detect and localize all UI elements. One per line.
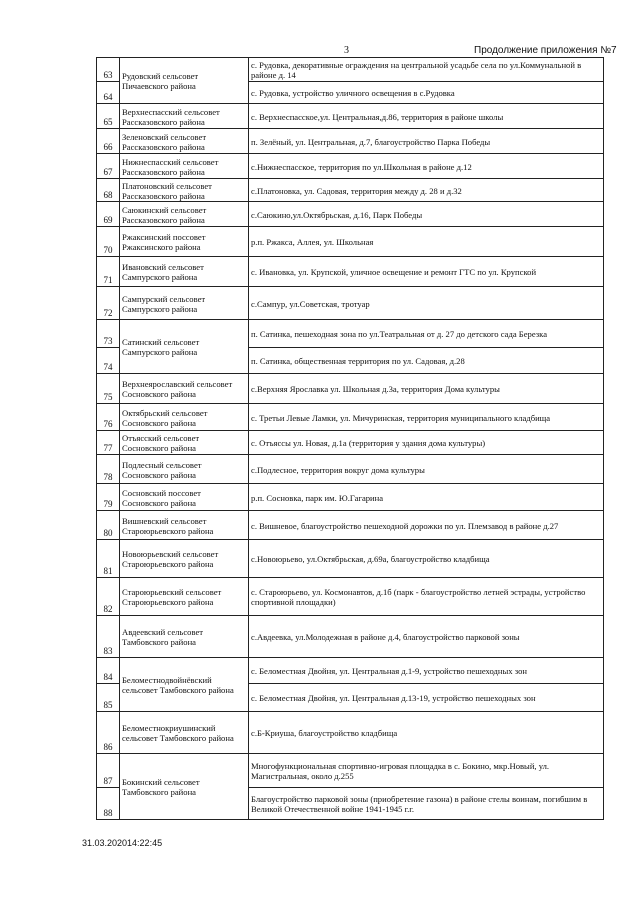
municipality-cell: Ивановский сельсовет Сампурского района xyxy=(120,257,249,287)
table-row xyxy=(97,658,604,684)
project-description: с.Подлесное, территория вокруг дома культуры xyxy=(249,455,604,484)
page-number: 3 xyxy=(344,45,349,56)
row-number: 81 xyxy=(97,540,120,578)
table-row xyxy=(97,104,604,129)
row-number: 84 xyxy=(97,658,120,684)
row-number: 83 xyxy=(97,616,120,658)
table-row xyxy=(97,578,604,616)
project-description: п. Зелёный, ул. Центральная, д.7, благоустройство Парка Победы xyxy=(249,129,604,154)
project-description: с. Отъяссы ул. Новая, д.1а (территория у здания дома культуры) xyxy=(249,431,604,455)
table-row xyxy=(97,540,604,578)
project-description: с. Рудовка, устройство уличного освещения в с.Рудовка xyxy=(249,82,604,104)
project-description: с. Рудовка, декоративные ограждения на центральной усадьбе села по ул.Коммунальной в районе д. 14 xyxy=(249,58,604,82)
row-number: 66 xyxy=(97,129,120,154)
municipality-cell: Саюкинский сельсовет Рассказовского района xyxy=(120,202,249,227)
table-row xyxy=(97,484,604,511)
row-number: 78 xyxy=(97,455,120,484)
table-row xyxy=(97,431,604,455)
row-number: 71 xyxy=(97,257,120,287)
table-row xyxy=(97,404,604,431)
table-row xyxy=(97,320,604,348)
row-number: 63 xyxy=(97,58,120,82)
municipality-cell: Нижнеспасский сельсовет Рассказовского района xyxy=(120,154,249,179)
table-row xyxy=(97,179,604,202)
row-number: 74 xyxy=(97,348,120,374)
row-number: 88 xyxy=(97,788,120,820)
project-description: с.Б-Криуша, благоустройство кладбища xyxy=(249,712,604,754)
table-row xyxy=(97,287,604,320)
municipality-cell: Беломестнокриушинский сельсовет Тамбовского района xyxy=(120,712,249,754)
municipality-cell: Авдеевский сельсовет Тамбовского района xyxy=(120,616,249,658)
municipality-cell: Верхнеярославский сельсовет Сосновского района xyxy=(120,374,249,404)
project-description: с.Новоюрьево, ул.Октябрьская, д.69а, благоустройство кладбища xyxy=(249,540,604,578)
row-number: 64 xyxy=(97,82,120,104)
municipality-cell: Бокинский сельсовет Тамбовского района xyxy=(120,754,249,820)
table-row xyxy=(97,227,604,257)
table-row xyxy=(97,374,604,404)
project-description: с.Верхняя Ярославка ул. Школьная д.3а, территория Дома культуры xyxy=(249,374,604,404)
row-number: 75 xyxy=(97,374,120,404)
project-description: р.п. Сосновка, парк им. Ю.Гагарина xyxy=(249,484,604,511)
table-row xyxy=(97,712,604,754)
municipality-cell: Новоюрьевский сельсовет Староюрьевского района xyxy=(120,540,249,578)
table-row xyxy=(97,754,604,788)
row-number: 68 xyxy=(97,179,120,202)
row-number: 85 xyxy=(97,684,120,712)
table-row xyxy=(97,511,604,540)
project-description: с. Староюрьево, ул. Космонавтов, д.1б (парк - благоустройство летней эстрады, устройство спортивной площадки) xyxy=(249,578,604,616)
project-description: с. Верхнеспасское,ул. Центральная,д.86, территория в районе школы xyxy=(249,104,604,129)
project-description: с. Ивановка, ул. Крупской, уличное освещение и ремонт ГТС по ул. Крупской xyxy=(249,257,604,287)
municipality-cell: Октябрьский сельсовет Сосновского района xyxy=(120,404,249,431)
project-description: с.Сампур, ул.Советская, тротуар xyxy=(249,287,604,320)
project-description: с. Беломестная Двойня, ул. Центральная д.13-19, устройство пешеходных зон xyxy=(249,684,604,712)
print-timestamp: 31.03.202014:22:45 xyxy=(82,838,163,848)
row-number: 87 xyxy=(97,754,120,788)
table-row xyxy=(97,154,604,179)
municipality-cell: Сатинский сельсовет Сампурского района xyxy=(120,320,249,374)
municipality-cell: Беломестнодвойнёвский сельсовет Тамбовского района xyxy=(120,658,249,712)
row-number: 86 xyxy=(97,712,120,754)
municipality-cell: Рудовский сельсовет Пичаевского района xyxy=(120,58,249,104)
municipality-cell: Верхнеспасский сельсовет Рассказовского района xyxy=(120,104,249,129)
table-row xyxy=(97,129,604,154)
table-row xyxy=(97,58,604,82)
projects-table xyxy=(96,57,604,820)
municipality-cell: Ржаксинский поссовет Ржаксинского района xyxy=(120,227,249,257)
municipality-cell: Платоновский сельсовет Рассказовского района xyxy=(120,179,249,202)
table-row xyxy=(97,202,604,227)
project-description: с. Третьи Левые Ламки, ул. Мичуринская, территория муниципального кладбища xyxy=(249,404,604,431)
project-description: п. Сатинка, пешеходная зона по ул.Театральная от д. 27 до детского сада Березка xyxy=(249,320,604,348)
row-number: 69 xyxy=(97,202,120,227)
project-description: с.Авдеевка, ул.Молодежная в районе д.4, благоустройство парковой зоны xyxy=(249,616,604,658)
row-number: 76 xyxy=(97,404,120,431)
row-number: 80 xyxy=(97,511,120,540)
row-number: 70 xyxy=(97,227,120,257)
municipality-cell: Сампурский сельсовет Сампурского района xyxy=(120,287,249,320)
row-number: 73 xyxy=(97,320,120,348)
row-number: 77 xyxy=(97,431,120,455)
project-description: Многофункциональная спортивно-игровая площадка в с. Бокино, мкр.Новый, ул. Магистральная, около д.255 xyxy=(249,754,604,788)
row-number: 65 xyxy=(97,104,120,129)
table-row xyxy=(97,455,604,484)
row-number: 72 xyxy=(97,287,120,320)
row-number: 82 xyxy=(97,578,120,616)
municipality-cell: Отъясский сельсовет Сосновского района xyxy=(120,431,249,455)
appendix-continuation-label: Продолжение приложения №7 xyxy=(474,45,617,56)
project-description: с. Беломестная Двойня, ул. Центральная д.1-9, устройство пешеходных зон xyxy=(249,658,604,684)
row-number: 79 xyxy=(97,484,120,511)
municipality-cell: Староюрьевский сельсовет Староюрьевского района xyxy=(120,578,249,616)
project-description: р.п. Ржакса, Аллея, ул. Школьная xyxy=(249,227,604,257)
municipality-cell: Сосновский поссовет Сосновского района xyxy=(120,484,249,511)
project-description: п. Сатинка, общественная территория по ул. Садовая, д.28 xyxy=(249,348,604,374)
project-description: с. Вишневое, благоустройство пешеходной дорожки по ул. Племзавод в районе д.27 xyxy=(249,511,604,540)
project-description: с.Саюкино,ул.Октябрьская, д.16, Парк Победы xyxy=(249,202,604,227)
table-row xyxy=(97,616,604,658)
municipality-cell: Подлесный сельсовет Сосновского района xyxy=(120,455,249,484)
row-number: 67 xyxy=(97,154,120,179)
project-description: Благоустройство парковой зоны (приобретение газона) в районе стелы воинам, погибшим в Великой Отечественной войне 1941-1945 г.г. xyxy=(249,788,604,820)
project-description: с.Платоновка, ул. Садовая, территория между д. 28 и д.32 xyxy=(249,179,604,202)
municipality-cell: Зеленовский сельсовет Рассказовского района xyxy=(120,129,249,154)
table-row xyxy=(97,257,604,287)
municipality-cell: Вишневский сельсовет Староюрьевского района xyxy=(120,511,249,540)
project-description: с.Нижнеспасское, территория по ул.Школьная в районе д.12 xyxy=(249,154,604,179)
